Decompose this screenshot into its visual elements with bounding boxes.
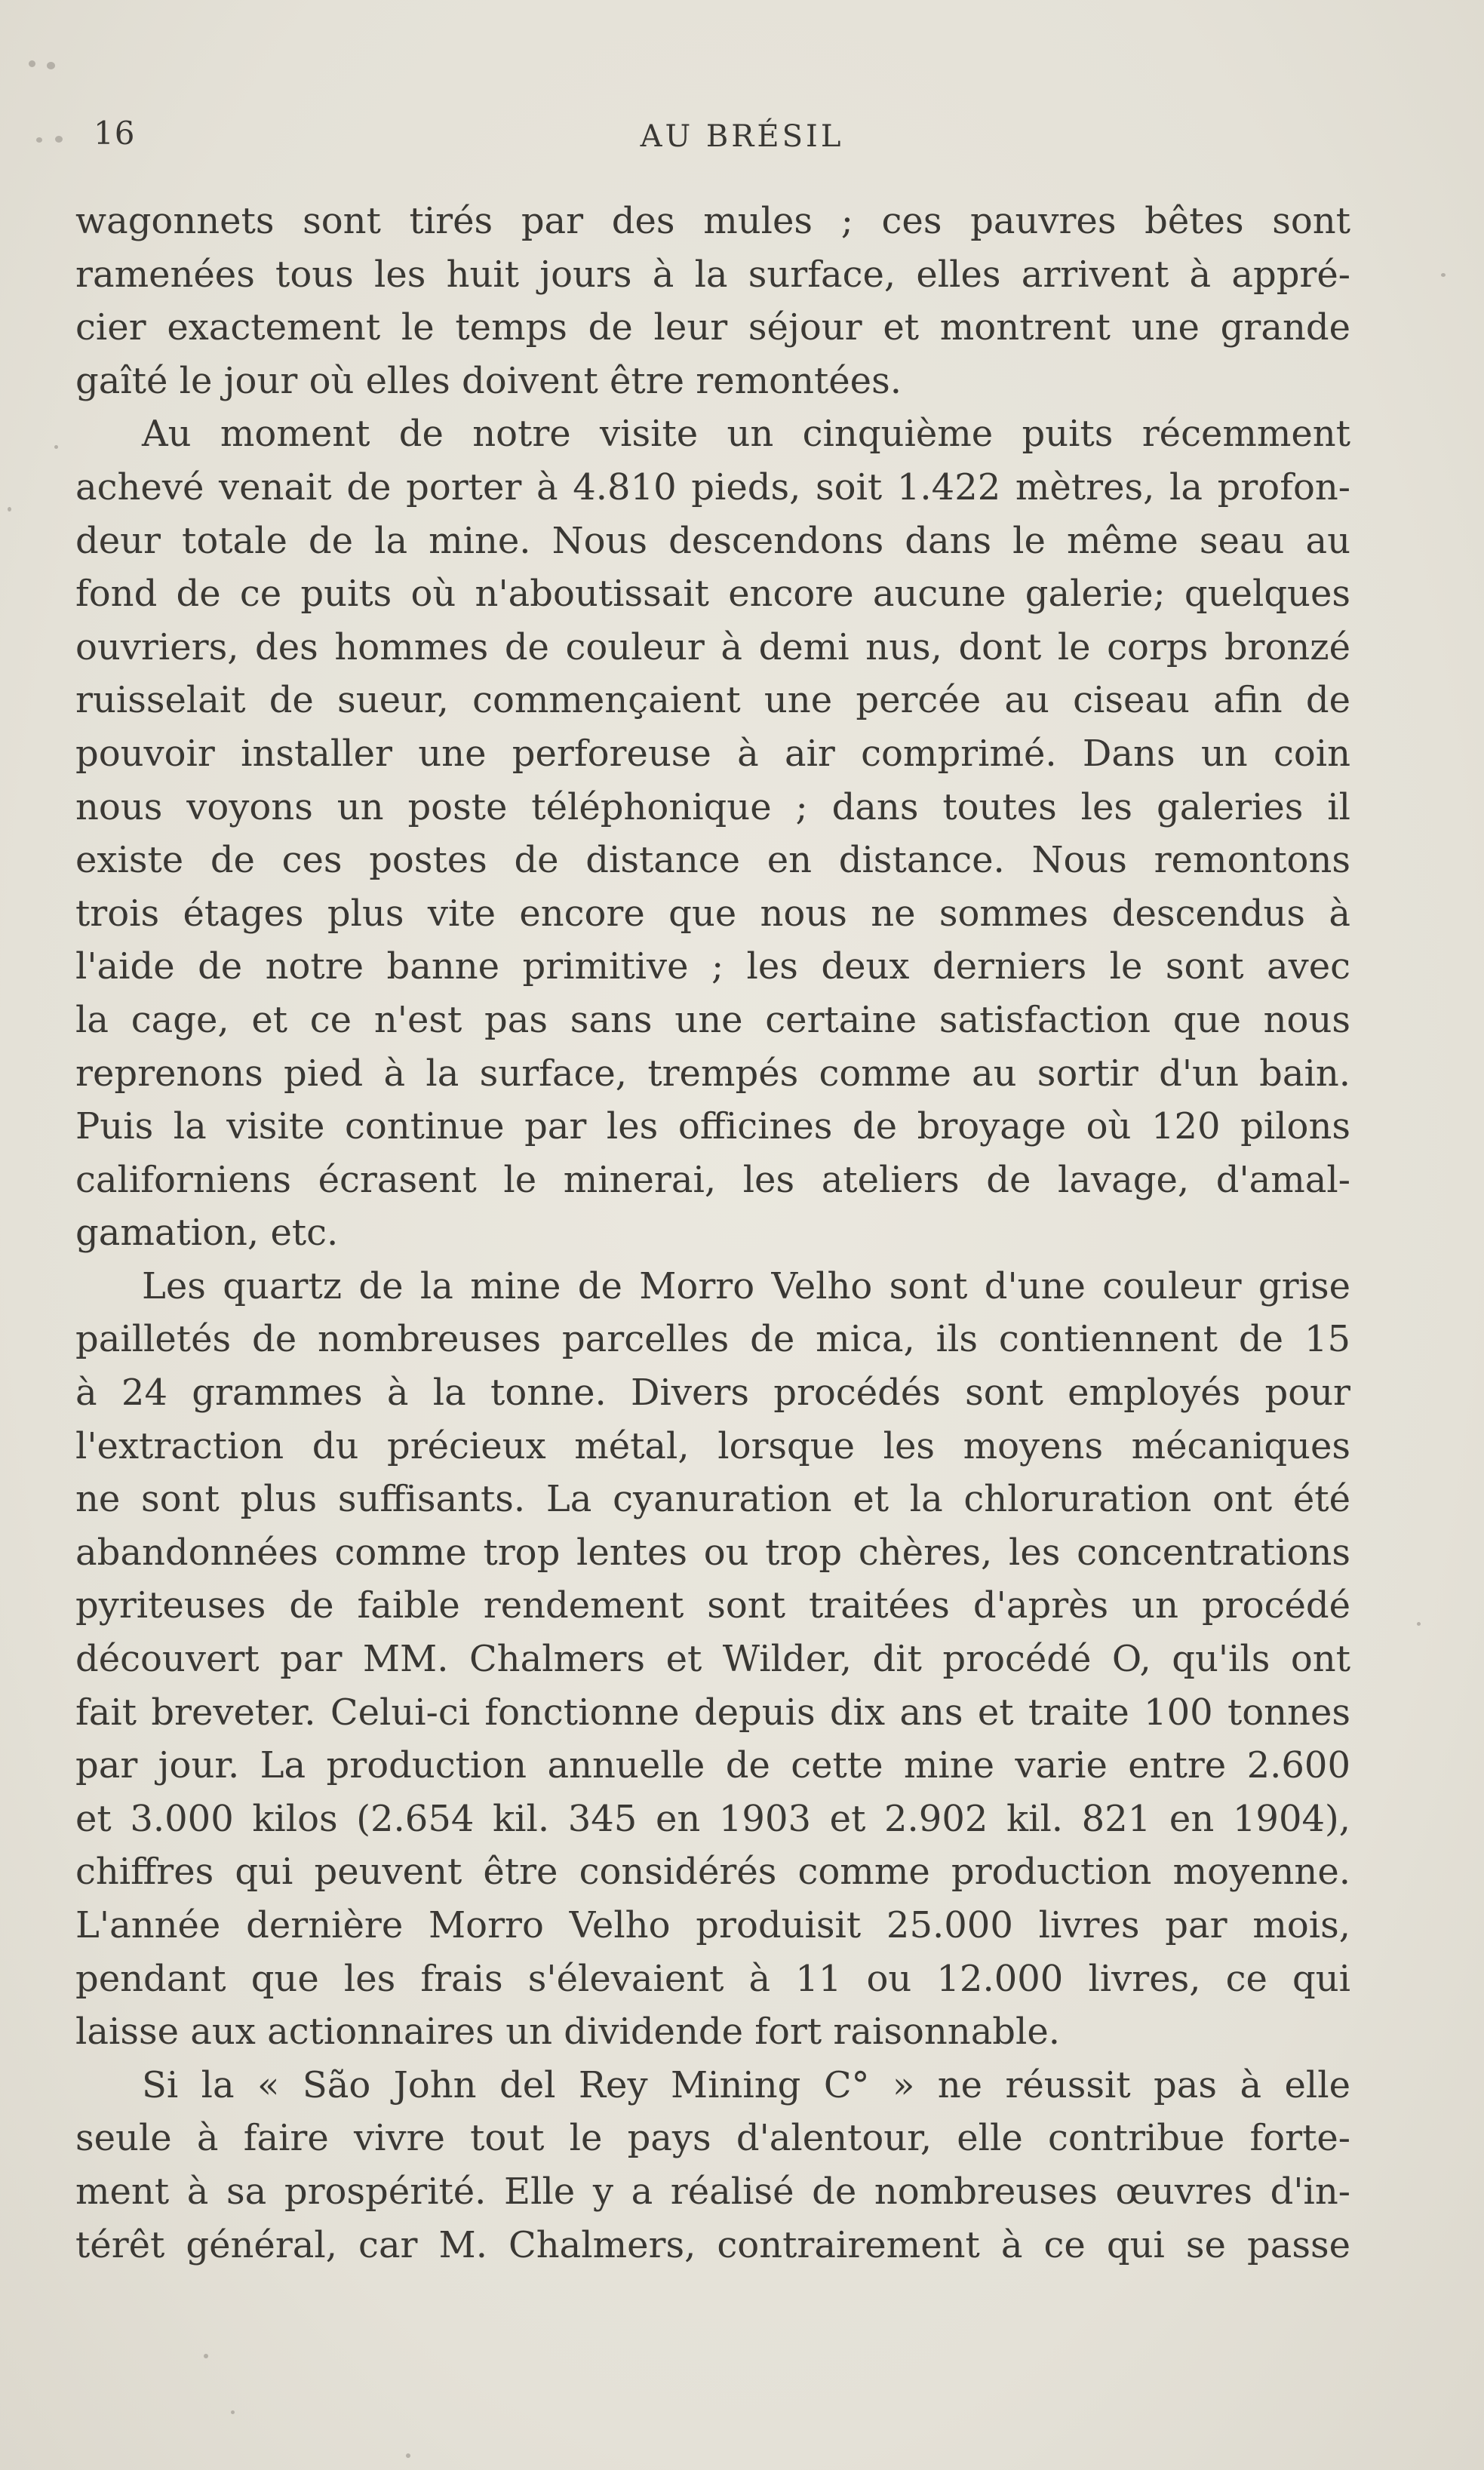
text-line: gamation, etc. (75, 1212, 339, 1255)
text-line: l'extraction du précieux métal, lorsque les moyens mécaniques (75, 1424, 1350, 1467)
text-line: Puis la visite continue par les officines de broyage où 120 pilons (75, 1105, 1350, 1148)
text-line: ouvriers, des hommes de couleur à demi nus, dont le corps bronzé (75, 625, 1350, 668)
text-line: chiffres qui peuvent être considérés comme production moyenne. (75, 1851, 1350, 1894)
text-line: à 24 grammes à la tonne. Divers procédés sont employés pour (75, 1372, 1350, 1415)
paper-speck (47, 62, 55, 69)
text-line: L'année dernière Morro Velho produisit 25.000 livres par mois, (75, 1904, 1350, 1946)
text-line: térêt général, car M. Chalmers, contrairement à ce qui se passe (75, 2223, 1350, 2266)
text-line: pyriteuses de faible rendement sont traitées d'après un procédé (75, 1584, 1350, 1627)
text-line: pailletés de nombreuses parcelles de mica, ils contiennent de 15 (75, 1318, 1350, 1361)
text-line: et 3.000 kilos (2.654 kil. 345 en 1903 et 2.902 kil. 821 en 1904), (75, 1797, 1350, 1840)
paper-speck (29, 60, 35, 67)
text-line: par jour. La production annuelle de cette mine varie entre 2.600 (75, 1744, 1350, 1787)
text-line: reprenons pied à la surface, trempés comme au sortir d'un bain. (75, 1052, 1350, 1095)
text-line: existe de ces postes de distance en distance. Nous remontons (75, 839, 1350, 882)
text-line: gaîté le jour où elles doivent être remontées. (75, 359, 902, 402)
text-line: Les quartz de la mine de Morro Velho sont d'une couleur grise (142, 1264, 1350, 1307)
running-title: AU BRÉSIL (640, 119, 844, 154)
text-line: cier exactement le temps de leur séjour et montrent une grande (75, 306, 1350, 349)
text-line: la cage, et ce n'est pas sans une certaine satisfaction que nous (75, 998, 1350, 1041)
text-line: Si la « São John del Rey Mining C° » ne réussit pas à elle (142, 2063, 1350, 2106)
text-line: découvert par MM. Chalmers et Wilder, dit procédé O, qu'ils ont (75, 1638, 1350, 1681)
text-line: Au moment de notre visite un cinquième puits récemment (142, 413, 1350, 456)
text-line: ne sont plus suffisants. La cyanuration et la chloruration ont été (75, 1478, 1350, 1521)
text-line: trois étages plus vite encore que nous ne sommes descendus à (75, 892, 1350, 935)
text-line: pendant que les frais s'élevaient à 11 ou 12.000 livres, ce qui (75, 1957, 1350, 2000)
text-line: ruisselait de sueur, commençaient une percée au ciseau afin de (75, 679, 1350, 722)
text-line: ramenées tous les huit jours à la surface, elles arrivent à appré- (75, 253, 1350, 296)
text-line: abandonnées comme trop lentes ou trop chères, les concentrations (75, 1531, 1350, 1574)
text-line: pouvoir installer une perforeuse à air comprimé. Dans un coin (75, 732, 1350, 775)
paper-speck (204, 2354, 208, 2358)
paper-speck (8, 507, 11, 512)
paper-speck (231, 2410, 235, 2414)
paper-speck (406, 2453, 410, 2458)
paper-speck (1441, 273, 1446, 277)
text-line: achevé venait de porter à 4.810 pieds, soit 1.422 mètres, la profon- (75, 465, 1350, 508)
page-number: 16 (94, 115, 136, 152)
text-line: deur totale de la mine. Nous descendons dans le même seau au (75, 519, 1350, 562)
text-line: seule à faire vivre tout le pays d'alentour, elle contribue forte- (75, 2117, 1350, 2160)
text-line: fait breveter. Celui-ci fonctionne depuis dix ans et traite 100 tonnes (75, 1691, 1350, 1734)
text-line: nous voyons un poste téléphonique ; dans toutes les galeries il (75, 785, 1350, 828)
text-line: ment à sa prospérité. Elle y a réalisé de nombreuses œuvres d'in- (75, 2170, 1350, 2213)
text-line: laisse aux actionnaires un dividende fort raisonnable. (75, 2011, 1061, 2054)
paper-speck (54, 445, 58, 449)
text-line: wagonnets sont tirés par des mules ; ces pauvres bêtes sont (75, 200, 1350, 242)
text-line: fond de ce puits où n'aboutissait encore aucune galerie; quelques (75, 573, 1350, 616)
page-header (0, 115, 1484, 167)
text-line: l'aide de notre banne primitive ; les deux derniers le sont avec (75, 945, 1350, 988)
paper-speck (1417, 1622, 1421, 1626)
body-text (75, 195, 1350, 2272)
text-line: californiens écrasent le minerai, les ateliers de lavage, d'amal- (75, 1158, 1350, 1201)
